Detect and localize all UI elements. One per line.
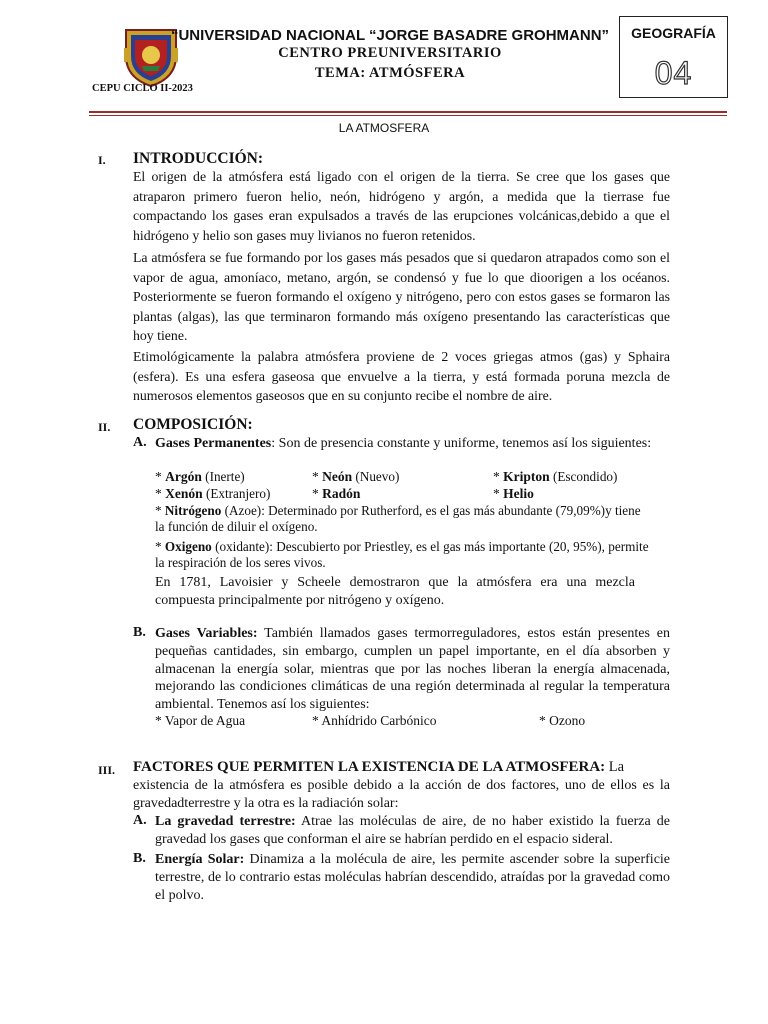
gas-bullet: * <box>312 486 323 501</box>
gas-note: (Nuevo) <box>352 469 400 484</box>
gas-name: Helio <box>503 486 534 501</box>
gas-neon <box>312 469 399 485</box>
section-2-a-letter: A. <box>133 435 147 450</box>
gas-name: Neón <box>322 469 353 484</box>
oxygen-description: * Oxigeno (oxidante): Descubierto por Priestley, es el gas más importante (20, 95%), permite la respiración de los seres vivos. <box>155 539 649 570</box>
gas-note: (Escondido) <box>549 469 618 484</box>
gravity-label: La gravedad terrestre: <box>155 814 296 829</box>
section-3-heading <box>133 759 670 776</box>
gas-note: (Inerte) <box>201 469 245 484</box>
subject-number: 04 <box>654 55 693 91</box>
header-rule <box>89 111 727 113</box>
gas-name: Radón <box>322 486 361 501</box>
section-3-b-text <box>155 851 670 904</box>
variable-gases-label: Gases Variables: <box>155 626 258 641</box>
section-2-number: II. <box>98 420 111 434</box>
oxygen-text: (oxidante): Descubierto por Priestley, es el gas más importante (20, 95%), permite la respiración de los seres vivos. <box>155 539 649 570</box>
gas-argon <box>155 469 245 485</box>
oxygen-label: Oxigeno <box>164 539 212 554</box>
solar-energy-description: Dinamiza a la molécula de aire, les permite ascender sobre la superficie terrestre, de lo contrario estas moléculas habrían descendido, atraídas por la gravedad como el polvo. <box>155 852 671 903</box>
gas-bullet: * <box>312 469 323 484</box>
variable-gases-description: También llamados gases termorreguladores, estos están presentes en pequeñas cantidades, sin embargo, cumplen un papel importante, en el día absorben y almacenan la energía solar, mientras que por las noches liberan la energía almacenada, mejorando las condiciones climáticas de una región determinada al regular la temperatura ambiental. Tenemos así los siguientes: <box>155 626 670 713</box>
gas-bullet: * <box>155 486 166 501</box>
gas-bullet: * <box>493 486 504 501</box>
gas-kripton <box>493 469 617 485</box>
section-1-paragraph-2: La atmósfera se fue formando por los gases más pesados que si quedaron atrapados como son el vapor de agua, amoníaco, metano, argón, se condensó y fue lo que dioorigen a los océanos. Posteriormente se fueron formando el oxígeno y nitrógeno, pero con estos gases se formaron las plantas (algas), las que terminaron formando más oxígeno presentando las características que hoy tiene. <box>133 250 670 343</box>
section-1-title: INTRODUCCIÓN: <box>133 150 264 167</box>
section-2-a-text <box>155 435 670 453</box>
university-name: “UNIVERSIDAD NACIONAL “JORGE BASADRE GROHMANN” <box>170 27 610 44</box>
gravity-description: Atrae las moléculas de aire, de no haber existido la fuerza de gravedad los gases que conforman el aire se habrían perdido en el espacio sideral. <box>155 814 670 847</box>
gas-helio <box>493 486 534 502</box>
cycle-label: CEPU CICLO II-2023 <box>92 83 193 94</box>
section-1-paragraph-1: El origen de la atmósfera está ligado con el origen de la tierra. Se cree que los gases que atraparon primero fueron helio, neón, hidrógeno y argón, a medida que la tierrase fue compactando los gases eran expulsados a través de las erupciones volcánicas,debido a que el hidrógeno y helio son gases muy livianos no fueron retenidos. <box>133 169 670 243</box>
subject-name: GEOGRAFÍA <box>631 25 716 41</box>
gas-xenon <box>155 486 270 502</box>
section-2-title: COMPOSICIÓN: <box>133 416 253 433</box>
section-3-b-letter: B. <box>133 851 146 866</box>
gas-radon <box>312 486 360 502</box>
permanent-gases-description: : Son de presencia constante y uniforme, tenemos así los siguientes: <box>271 436 652 451</box>
gas-bullet: * <box>493 469 504 484</box>
subject-box <box>619 16 728 98</box>
variable-gas-ozone: * Ozono <box>539 713 586 728</box>
gas-bullet: * <box>155 469 166 484</box>
variable-gas-carbonic: * Anhídrido Carbónico <box>312 713 437 728</box>
section-3-a-letter: A. <box>133 813 147 828</box>
document-title: LA ATMOSFERA <box>338 121 430 135</box>
gas-name: Xenón <box>165 486 203 501</box>
gas-note: (Extranjero) <box>202 486 271 501</box>
center-name: CENTRO PREUNIVERSITARIO <box>278 45 502 61</box>
nitrogen-label: Nitrógeno <box>164 503 222 518</box>
solar-energy-label: Energía Solar: <box>155 852 245 867</box>
section-3-a-text <box>155 813 670 849</box>
section-2-b-text <box>155 625 670 714</box>
header-rule-thin <box>89 115 727 116</box>
lavoisier-note: En 1781, Lavoisier y Scheele demostraron que la atmósfera era una mezcla compuesta principalmente por nitrógeno y oxígeno. <box>155 575 635 608</box>
nitrogen-text: (Azoe): Determinado por Rutherford, es el gas más abundante (79,09%)y tiene la función de diluir el oxígeno. <box>155 503 641 534</box>
section-2-b-letter: B. <box>133 625 146 640</box>
nitrogen-description: * Nitrógeno (Azoe): Determinado por Rutherford, es el gas más abundante (79,09%)y tiene la función de diluir el oxígeno. <box>155 503 641 534</box>
section-3-intro: existencia de la atmósfera es posible debido a la acción de dos factores, uno de ellos es la gravedadterrestre y la otra es la radiación solar: <box>133 778 670 811</box>
variable-gas-vapor: * Vapor de Agua <box>155 713 246 728</box>
gas-name: Argón <box>165 469 202 484</box>
section-3-intro-lead: La <box>605 759 625 775</box>
section-1-paragraph-3: Etimológicamente la palabra atmósfera proviene de 2 voces griegas atmos (gas) y Sphaira (esfera). Es una esfera gaseosa que envuelve a la tierra, y está formada poruna mezcla de numerosos elementos gaseosos que en su conjunto recibe el nombre de aire. <box>133 349 670 403</box>
topic-title: TEMA: ATMÓSFERA <box>314 65 466 81</box>
section-1-number: I. <box>98 153 106 167</box>
gas-name: Kripton <box>503 469 550 484</box>
section-3-number: III. <box>98 763 116 777</box>
section-3-title: FACTORES QUE PERMITEN LA EXISTENCIA DE LA ATMOSFERA: <box>133 759 606 775</box>
permanent-gases-label: Gases Permanentes <box>155 436 272 451</box>
